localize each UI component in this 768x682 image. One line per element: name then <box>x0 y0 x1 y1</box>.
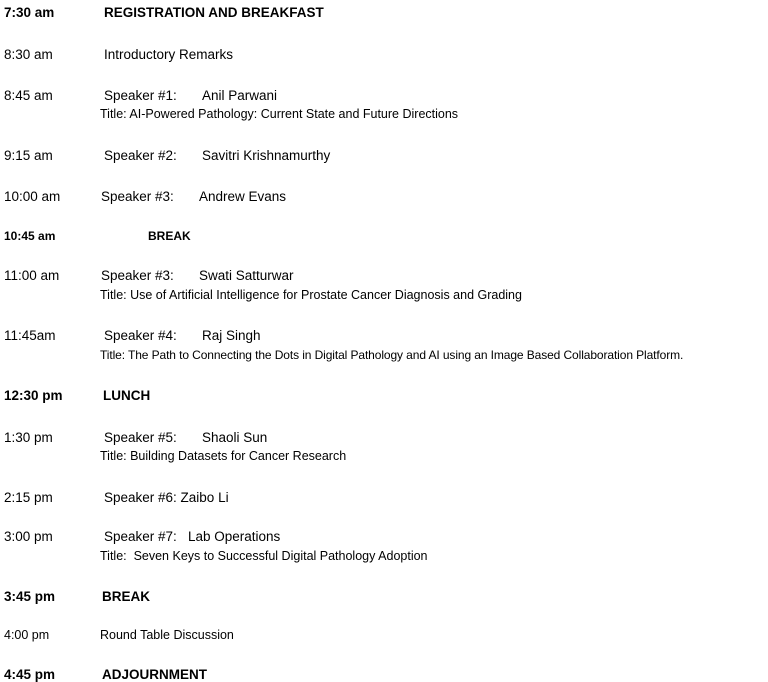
speaker-number: Speaker #1: <box>104 88 177 103</box>
session-label: Introductory Remarks <box>104 47 234 62</box>
time-label: 2:15 pm <box>4 490 53 505</box>
time-label: 8:45 am <box>4 88 53 103</box>
session-label: Speaker #6: Zaibo Li <box>104 490 229 505</box>
speaker-name: Raj Singh <box>202 328 261 343</box>
speaker-name: Savitri Krishnamurthy <box>202 148 331 163</box>
time-label: 10:45 am <box>4 229 56 243</box>
time-label: 3:00 pm <box>4 529 53 544</box>
session-label: BREAK <box>102 589 151 604</box>
session-label: ADJOURNMENT <box>102 667 208 682</box>
time-label: 1:30 pm <box>4 430 53 445</box>
time-label: 12:30 pm <box>4 388 63 403</box>
time-label: 11:45am <box>4 328 56 343</box>
speaker-name: Andrew Evans <box>199 189 287 204</box>
talk-title: Title: AI-Powered Pathology: Current State and Future Directions <box>100 107 459 121</box>
time-label: 7:30 am <box>4 5 55 20</box>
talk-title: Title: Seven Keys to Successful Digital Pathology Adoption <box>100 549 428 563</box>
talk-title: Title: Building Datasets for Cancer Research <box>100 449 347 463</box>
time-label: 4:45 pm <box>4 667 56 682</box>
session-label: BREAK <box>148 229 191 243</box>
speaker-name: Lab Operations <box>188 529 281 544</box>
speaker-name: Anil Parwani <box>202 88 278 103</box>
speaker-number: Speaker #4: <box>104 328 177 343</box>
session-label: REGISTRATION AND BREAKFAST <box>104 5 324 20</box>
session-label: Round Table Discussion <box>100 628 234 642</box>
time-label: 4:00 pm <box>4 628 50 642</box>
time-label: 8:30 am <box>4 47 53 62</box>
time-label: 10:00 am <box>4 189 61 204</box>
speaker-number: Speaker #3: <box>101 189 174 204</box>
speaker-name: Swati Satturwar <box>199 268 294 283</box>
talk-title: Title: The Path to Connecting the Dots in Digital Pathology and AI using an Image Based Collaboration Platform. <box>100 348 684 362</box>
talk-title: Title: Use of Artificial Intelligence for Prostate Cancer Diagnosis and Grading <box>100 288 522 302</box>
speaker-number: Speaker #2: <box>104 148 177 163</box>
speaker-number: Speaker #7: <box>104 529 177 544</box>
time-label: 9:15 am <box>4 148 53 163</box>
time-label: 11:00 am <box>4 268 60 283</box>
speaker-number: Speaker #3: <box>101 268 174 283</box>
time-label: 3:45 pm <box>4 589 56 604</box>
speaker-number: Speaker #5: <box>104 430 177 445</box>
session-label: LUNCH <box>103 388 151 403</box>
speaker-name: Shaoli Sun <box>202 430 268 445</box>
